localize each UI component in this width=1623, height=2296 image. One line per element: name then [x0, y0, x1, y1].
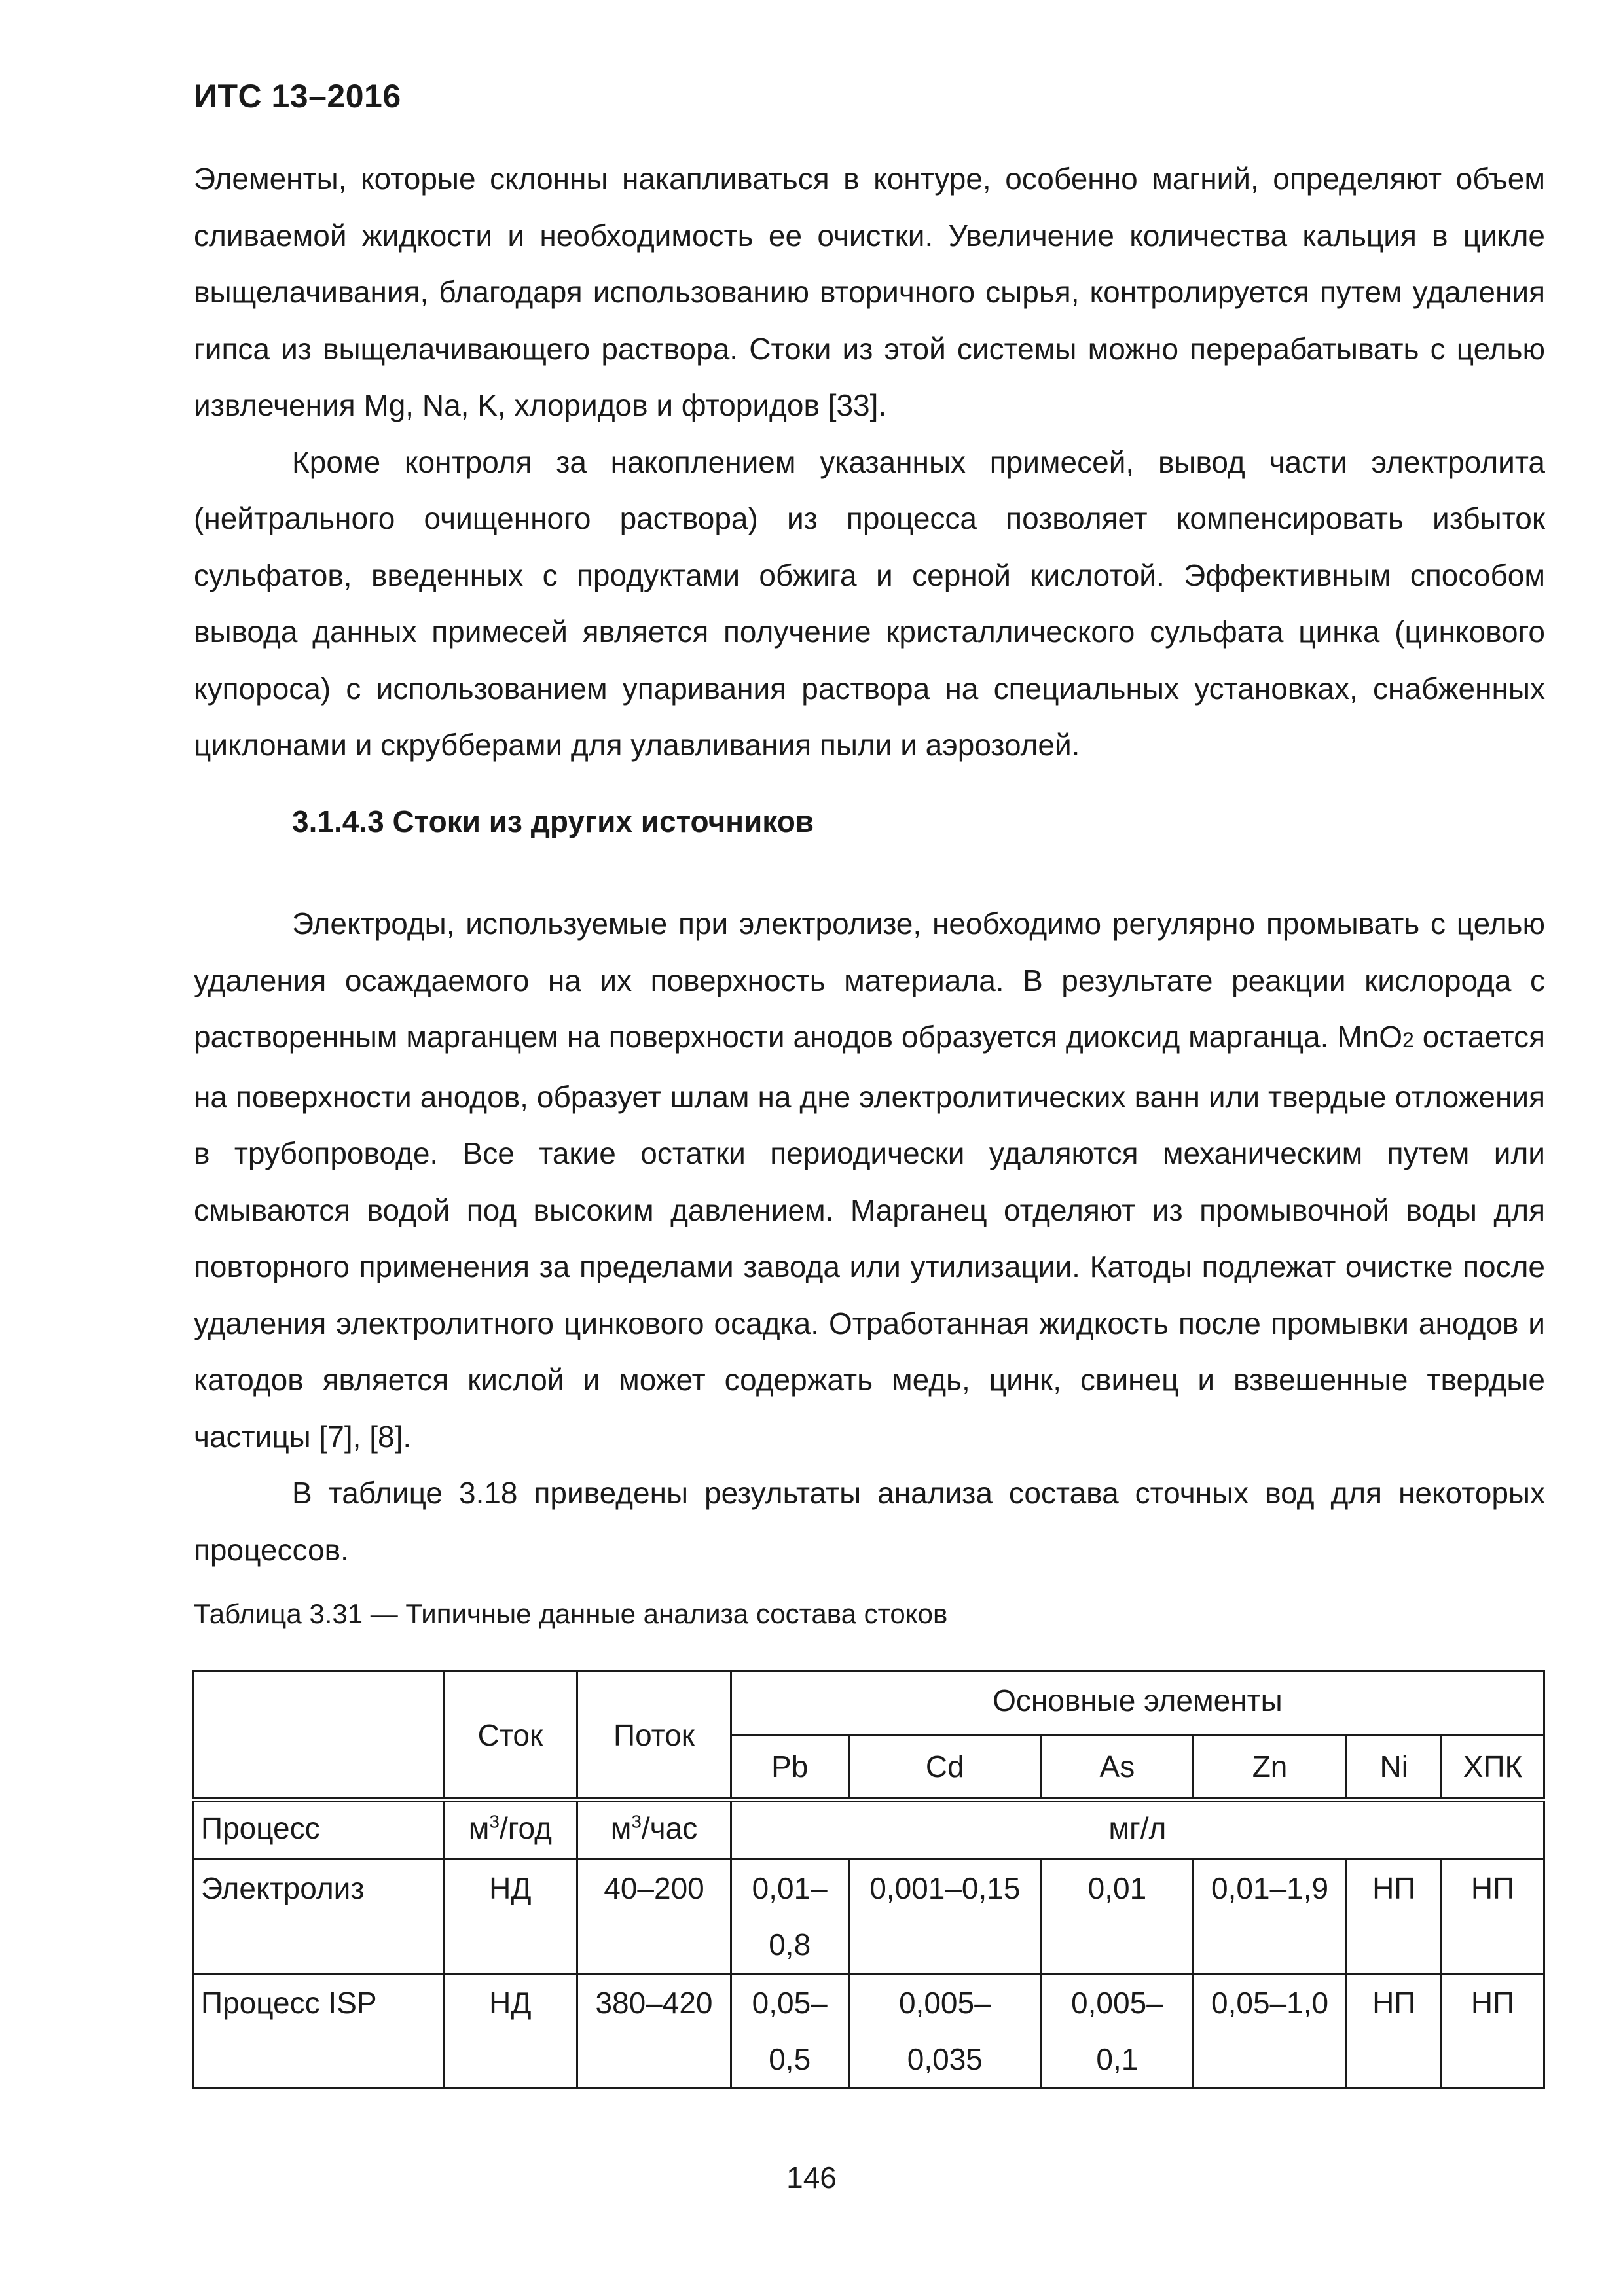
- units-stock-exp: 3: [489, 1811, 500, 1832]
- header-hpk: ХПК: [1442, 1735, 1544, 1800]
- cell-as: 0,005– 0,1: [1042, 1974, 1194, 2089]
- cell-zn: 0,01–1,9: [1193, 1859, 1347, 1974]
- paragraph-electrolyte: Кроме контроля за накоплением указанных примесей, вывод части электролита (нейтрального очищенного раствора) из процесса позволяет компенсировать избыток сульфатов, введенных с продуктами обжига и серной кислотой. Эффективным способом вывода данных примесей является получение кристаллического сульфата цинка (цинкового купороса) с использованием упаривания раствора на специальных установках, снабженных циклонами и скрубберами для улавливания пыли и аэрозолей.: [194, 444, 1545, 762]
- header-cd: Cd: [848, 1735, 1041, 1800]
- units-stock: [443, 1800, 577, 1859]
- units-stock-rest: /год: [499, 1811, 552, 1845]
- body-text-top: [194, 151, 1545, 774]
- cell-ni: НП: [1347, 1859, 1442, 1974]
- paragraph-magnesium: Элементы, которые склонны накапливаться в контуре, особенно магний, определяют объем сливаемой жидкости и необходимость ее очистки. Увеличение количества кальция в цикле выщелачивания, благодаря использованию вторичного сырья, контролируется путем удаления гипса из выщелачивающего раствора. Стоки из этой системы можно перерабатывать с целью извлечения Mg, Na, K, хлоридов и фторидов [33].: [194, 162, 1545, 422]
- units-flow: [577, 1800, 731, 1859]
- units-flow-rest: /час: [641, 1811, 698, 1845]
- units-concentration: мг/л: [731, 1800, 1544, 1859]
- table-row: [194, 1974, 1544, 2089]
- table-caption: Таблица 3.31 — Типичные данные анализа состава стоков: [194, 1598, 948, 1629]
- header-empty-cell: [194, 1672, 444, 1800]
- cell-pb: 0,05– 0,5: [731, 1974, 848, 2089]
- cell-flow: 40–200: [577, 1859, 731, 1974]
- header-as: As: [1042, 1735, 1194, 1800]
- header-pb: Pb: [731, 1735, 848, 1800]
- cell-hpk: НП: [1442, 1859, 1544, 1974]
- paragraph-electrodes-part1: Электроды, используемые при электролизе, необходимо регулярно промывать с целью удаления осаждаемого на их поверхность материала. В результате реакции кислорода с растворенным марганцем на поверхности анодов образуется диоксид марганца. MnO: [194, 906, 1545, 1054]
- units-flow-base: м: [610, 1811, 632, 1845]
- page-number: 146: [786, 2161, 837, 2195]
- cell-process: Электролиз: [194, 1859, 444, 1974]
- cell-cd: 0,005– 0,035: [848, 1974, 1041, 2089]
- header-stock: Сток: [443, 1672, 577, 1800]
- cell-hpk: НП: [1442, 1974, 1544, 2089]
- cell-flow: 380–420: [577, 1974, 731, 2089]
- cell-pb: 0,01– 0,8: [731, 1859, 848, 1974]
- cell-stock: НД: [443, 1974, 577, 2089]
- paragraph-electrodes: [194, 895, 1545, 1465]
- section-heading: 3.1.4.3 Стоки из других источников: [292, 804, 814, 838]
- cell-stock: НД: [443, 1859, 577, 1974]
- cell-process: Процесс ISP: [194, 1974, 444, 2089]
- header-main-elements: Основные элементы: [731, 1672, 1544, 1735]
- cell-zn: 0,05–1,0: [1193, 1974, 1347, 2089]
- body-text-bottom: [194, 895, 1545, 1578]
- header-zn: Zn: [1193, 1735, 1347, 1800]
- cell-cd: 0,001–0,15: [848, 1859, 1041, 1974]
- subscript-2: 2: [1402, 1028, 1414, 1052]
- header-ni: Ni: [1347, 1735, 1442, 1800]
- paragraph-electrodes-part2: остается на поверхности анодов, образует шлам на дне электролитических ванн или твердые отложения в трубопроводе. Все такие остатки периодически удаляются механическим путем или смываются водой под высоким давлением. Марганец отделяют из промывочной воды для повторного применения за пределами завода или утилизации. Катоды подлежат очистке после удаления электролитного цинкового осадка. Отработанная жидкость после промывки анодов и катодов является кислой и может содержать медь, цинк, свинец и взвешенные твердые частицы [7], [8].: [194, 1020, 1545, 1454]
- cell-as: 0,01: [1042, 1859, 1194, 1974]
- table-row: [194, 1859, 1544, 1974]
- units-stock-base: м: [468, 1811, 490, 1845]
- paragraph-table-reference: В таблице 3.18 приведены результаты анализа состава сточных вод для некоторых процессов.: [194, 1476, 1545, 1567]
- units-process: Процесс: [194, 1800, 444, 1859]
- cell-ni: НП: [1347, 1974, 1442, 2089]
- document-id-header: ИТС 13–2016: [194, 78, 401, 115]
- units-flow-exp: 3: [631, 1811, 642, 1832]
- effluent-analysis-table: [192, 1670, 1545, 2089]
- header-flow: Поток: [577, 1672, 731, 1800]
